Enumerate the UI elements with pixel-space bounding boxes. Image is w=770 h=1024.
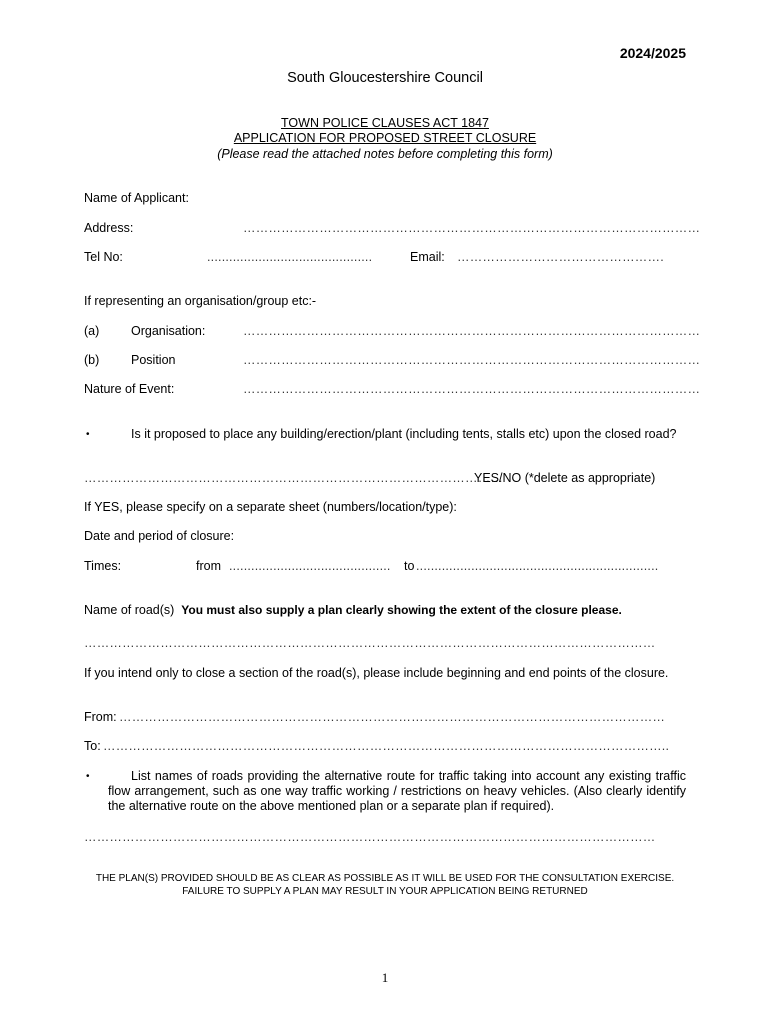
bullet-icon: • [86,429,90,440]
council-name: South Gloucestershire Council [287,70,483,86]
alternative-route-field[interactable]: ……………………………………………………………………………………………………………………… [84,830,656,844]
page-number: 1 [381,970,389,985]
road-from-field[interactable]: ………………………………………………………………………………………………………………… [119,710,666,724]
to-time-label: to [404,559,415,573]
organisation-intro: If representing an organisation/group etc:- [84,294,317,308]
bullet-icon: • [86,771,90,782]
address-field[interactable]: ……………………………………………………………………………………………… [243,221,701,235]
form-instruction: (Please read the attached notes before completing this form) [217,147,553,161]
tel-field[interactable]: ............................................. [207,250,373,264]
applicant-name-label: Name of Applicant: [84,191,189,205]
alternative-route-text: List names of roads providing the alternative route for traffic taking into account any existing traffic flow arrangement, such as one way traffic working / restrictions on heavy vehicles. (Also clearly identify the alternative route on the above mentioned plan or a separate plan if required). [108,769,686,813]
form-title: APPLICATION FOR PROPOSED STREET CLOSURE [233,131,537,145]
item-a-label: (a) [84,324,100,338]
road-section-text: If you intend only to close a section of the road(s), please include beginning and end points of the closure. [84,666,669,680]
email-field[interactable]: …………………………………………. [457,250,664,264]
times-label: Times: [84,559,122,573]
tel-label: Tel No: [84,250,123,264]
event-label: Nature of Event: [84,382,175,396]
building-answer-field[interactable]: ……………………………………………………………………………………… [84,471,504,485]
item-b-label: (b) [84,353,100,367]
yes-no-label: YES/NO (*delete as appropriate) [474,471,656,485]
road-to-label: To: [84,739,101,753]
road-name-label-text: Name of road(s) [84,603,175,617]
organisation-label: Organisation: [131,324,206,338]
road-plan-instruction: You must also supply a plan clearly showing the extent of the closure please. [181,603,622,617]
closure-date-label: Date and period of closure: [84,529,235,543]
plan-notice: THE PLAN(S) PROVIDED SHOULD BE AS CLEAR AS POSSIBLE AS IT WILL BE USED FOR THE CONSULTATION EXERCISE. FAILURE TO SUPPLY A PLAN MAY RESULT IN YOUR APPLICATION BEING RETURNED [95,873,675,897]
if-yes-instruction: If YES, please specify on a separate sheet (numbers/location/type): [84,500,457,514]
road-to-field[interactable]: …………………………………………………………………………………………………………………….. [103,739,670,753]
address-label: Address: [84,221,134,235]
from-time-field[interactable]: ............................................ [229,559,391,573]
building-question-text: Is it proposed to place any building/erection/plant (including tents, stalls etc) upon the closed road? [131,427,677,441]
year-label: 2024/2025 [619,45,686,61]
position-field[interactable]: ……………………………………………………………………………………………… [243,353,701,367]
to-time-field[interactable]: .................................................................. [416,559,659,573]
act-title: TOWN POLICE CLAUSES ACT 1847 [281,116,489,130]
road-name-label [84,603,622,617]
organisation-field[interactable]: ……………………………………………………………………………………………… [243,324,701,338]
road-name-field[interactable]: ……………………………………………………………………………………………………………………… [84,636,656,650]
position-label: Position [131,353,176,367]
road-from-label: From: [84,710,117,724]
from-time-label: from [196,559,221,573]
event-field[interactable]: ……………………………………………………………………………………………… [243,382,701,396]
email-label: Email: [410,250,445,264]
